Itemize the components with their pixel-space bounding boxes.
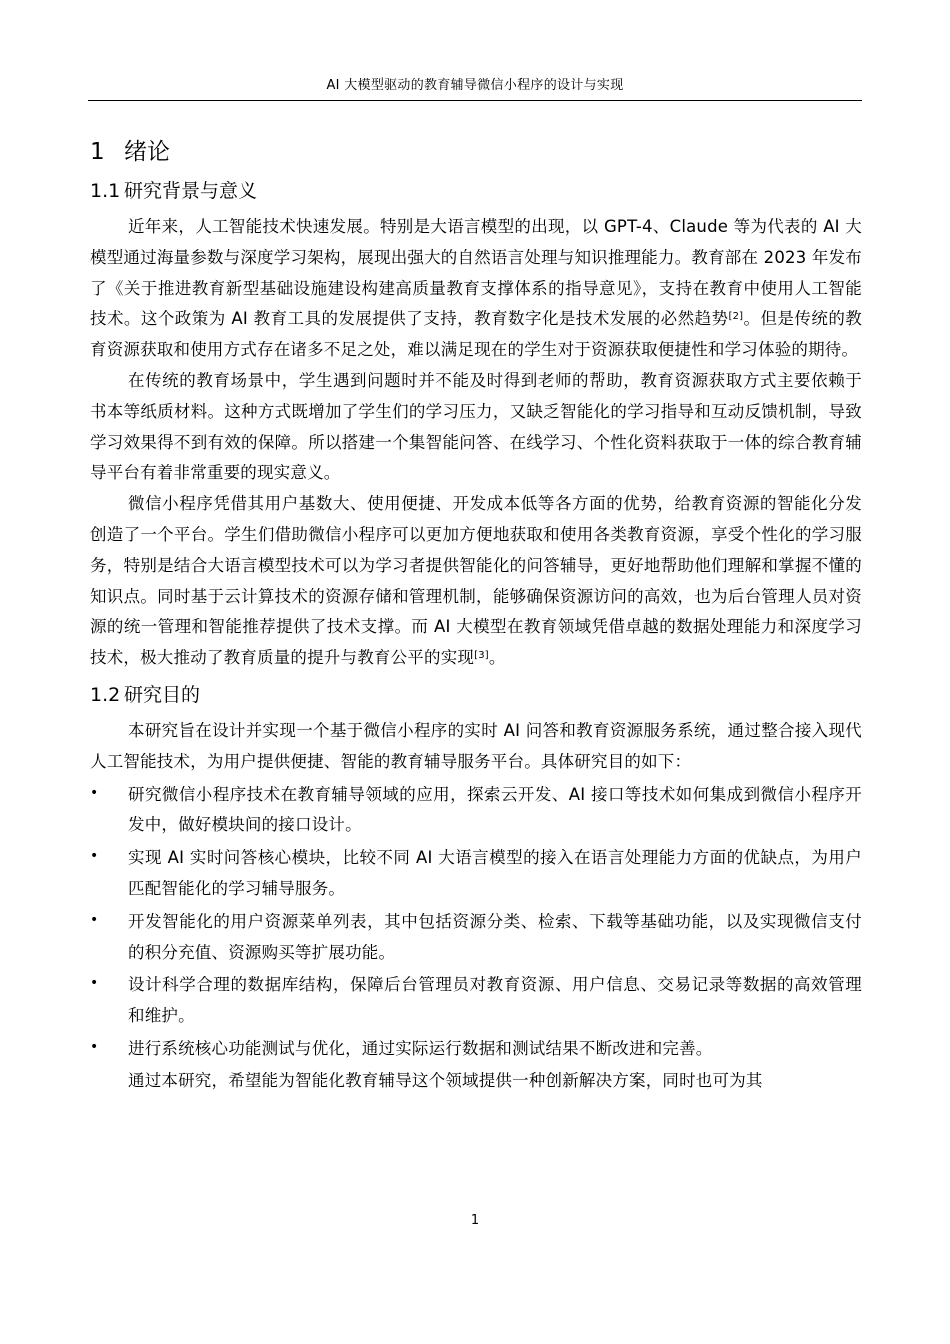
bullet-icon: • — [90, 1038, 99, 1055]
paragraph: 通过本研究，希望能为智能化教育辅导这个领域提供一种创新解决方案，同时也可为其 — [128, 1070, 763, 1090]
paragraph: 在传统的教育场景中，学生遇到问题时并不能及时得到老师的帮助，教育资源获取方式主要依赖于书本等纸质材料。这种方式既增加了学生们的学习压力，又缺乏智能化的学习指导和互动反馈机制，导致学习效果得不到有效的保障。所以搭建一个集智能问答、在线学习、个性化资料获取于一体的综合教育辅导平台有着非常重要的现实意义。 — [90, 370, 862, 483]
bullet-icon: • — [90, 975, 99, 992]
section-title: 研究背景与意义 — [124, 180, 258, 202]
chapter-heading — [90, 134, 862, 170]
section-number: 1.2 — [90, 683, 121, 706]
section-number: 1.1 — [90, 180, 121, 202]
page-number: 1 — [470, 1213, 480, 1228]
list-item: • 设计科学合理的数据库结构，保障后台管理员对教育资源、用户信息、交易记录等数据的高效管理和维护。 — [90, 970, 862, 1032]
section-heading-1-2 — [90, 680, 862, 710]
objectives-list — [90, 780, 862, 1065]
running-header: AI 大模型驱动的教育辅导微信小程序的设计与实现 — [326, 78, 624, 93]
bullet-icon: • — [90, 911, 99, 928]
chapter-title: 绪论 — [124, 139, 170, 165]
section-title: 研究目的 — [124, 683, 201, 706]
paragraph: 微信小程序凭借其用户基数大、使用便捷、开发成本低等各方面的优势，给教育资源的智能化分发创造了一个平台。学生们借助微信小程序可以更加方便地获取和使用各类教育资源，享受个性化的学习服务，特别是结合大语言模型技术可以为学习者提供智能化的问答辅导，更好地帮助他们理解和掌握不懂的知识点。同时基于云计算技术的资源存储和管理机制，能够确保资源访问的高效，也为后台管理人员对资源的统一管理和智能推荐提供了技术支撑。而 AI 大模型在教育领域凭借卓越的数据处理能力和深度学习技术，极大推动了教育质量的提升与教育公平的实现[3]。 — [90, 494, 862, 668]
citation: [3] — [474, 650, 489, 662]
bullet-icon: • — [90, 848, 99, 865]
body-text — [90, 134, 862, 1097]
list-item: • 开发智能化的用户资源菜单列表，其中包括资源分类、检索、下载等基础功能，以及实现微信支付的积分充值、资源购买等扩展功能。 — [90, 907, 862, 969]
header-rule — [88, 100, 862, 101]
paragraph: 近年来，人工智能技术快速发展。特别是大语言模型的出现，以 GPT-4、Claude 等为代表的 AI 大模型通过海量参数与深度学习架构，展现出强大的自然语言处理与知识推理能力。教育部在 2023 年发布了《关于推进教育新型基础设施建设构建高质量教育支撑体系的指导意见》，支持在教育中使用人工智能技术。这个政策为 AI 教育工具的发展提供了支持，教育数字化是技术发展的必然趋势[2]。但是传统的教育资源获取和使用方式存在诸多不足之处，难以满足现在的学生对于资源获取便捷性和学习体验的期待。 — [90, 217, 862, 360]
list-item: • 进行系统核心功能测试与优化，通过实际运行数据和测试结果不断改进和完善。 — [90, 1034, 862, 1065]
section-heading-1-1 — [90, 176, 862, 206]
chapter-number: 1 — [90, 139, 105, 165]
bullet-icon: • — [90, 784, 99, 801]
list-item: • 研究微信小程序技术在教育辅导领域的应用，探索云开发、AI 接口等技术如何集成到微信小程序开发中，做好模块间的接口设计。 — [90, 780, 862, 842]
paragraph: 本研究旨在设计并实现一个基于微信小程序的实时 AI 问答和教育资源服务系统，通过整合接入现代人工智能技术，为用户提供便捷、智能的教育辅导服务平台。具体研究目的如下： — [90, 720, 862, 771]
list-item: • 实现 AI 实时问答核心模块，比较不同 AI 大语言模型的接入在语言处理能力方面的优缺点，为用户匹配智能化的学习辅导服务。 — [90, 843, 862, 905]
citation: [2] — [728, 311, 744, 323]
